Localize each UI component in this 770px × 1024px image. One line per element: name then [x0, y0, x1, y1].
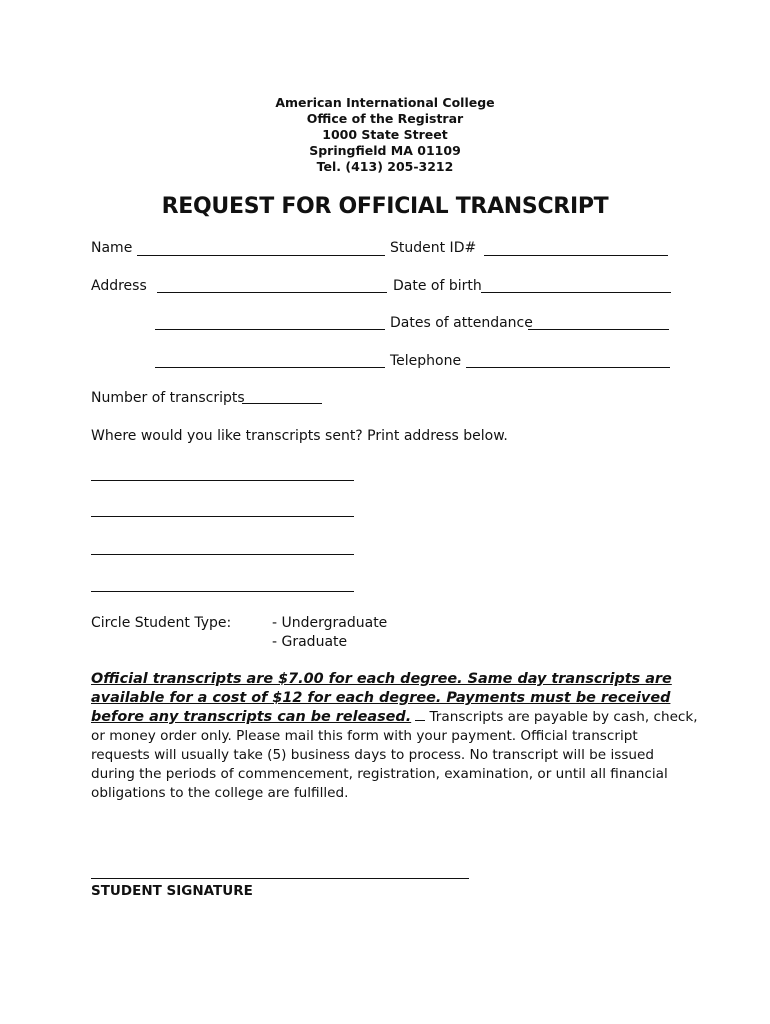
- student-id-field[interactable]: [484, 255, 668, 256]
- name-label: Name: [91, 240, 133, 256]
- policy-line-2: available for a cost of $12 for each degree. Payments must be received: [91, 690, 671, 706]
- student-id-label: Student ID#: [390, 240, 477, 256]
- where-sent-instructions: Where would you like transcripts sent? Print address below.: [91, 428, 508, 444]
- option-graduate[interactable]: - Graduate: [272, 634, 348, 650]
- recipient-address-line-2[interactable]: [91, 516, 354, 517]
- city-state-zip: Springfield MA 01109: [309, 143, 461, 158]
- telephone-label: Telephone: [390, 353, 462, 369]
- policy-line-3-rest: Transcripts are payable by cash, check,: [425, 709, 698, 725]
- recipient-address-line-1[interactable]: [91, 480, 354, 481]
- office-name: Office of the Registrar: [306, 111, 464, 126]
- street-address: 1000 State Street: [322, 127, 448, 142]
- telephone-number: Tel. (413) 205-3212: [316, 159, 454, 174]
- dob-field[interactable]: [481, 292, 671, 293]
- num-transcripts-label: Number of transcripts: [91, 390, 245, 406]
- address-field-line-2[interactable]: [155, 329, 385, 330]
- policy-line-5: requests will usually take (5) business days to process. No transcript will be issued: [91, 747, 655, 763]
- college-name: American International College: [275, 95, 495, 110]
- telephone-field[interactable]: [466, 367, 670, 368]
- student-type-label: Circle Student Type:: [91, 615, 232, 631]
- policy-paragraph: [91, 670, 698, 803]
- policy-line-3-emphasis: before any transcripts can be released.: [91, 709, 412, 725]
- signature-label: STUDENT SIGNATURE: [91, 883, 253, 899]
- policy-line-6: during the periods of commencement, registration, examination, or until all financial: [91, 766, 668, 782]
- attendance-field[interactable]: [528, 329, 669, 330]
- dob-label: Date of birth: [393, 278, 482, 294]
- underline-mark: [415, 708, 425, 721]
- name-field[interactable]: [137, 255, 385, 256]
- option-undergraduate[interactable]: - Undergraduate: [272, 615, 388, 631]
- policy-line-1: Official transcripts are $7.00 for each degree. Same day transcripts are: [91, 671, 672, 687]
- signature-field[interactable]: [91, 878, 469, 879]
- policy-line-7: obligations to the college are fulfilled.: [91, 785, 349, 801]
- policy-line-4: or money order only. Please mail this form with your payment. Official transcript: [91, 728, 638, 744]
- address-label: Address: [91, 278, 147, 294]
- attendance-label: Dates of attendance: [390, 315, 533, 331]
- form-title: REQUEST FOR OFFICIAL TRANSCRIPT: [161, 194, 609, 219]
- address-field-line-3[interactable]: [155, 367, 385, 368]
- recipient-address-line-4[interactable]: [91, 591, 354, 592]
- recipient-address-line-3[interactable]: [91, 554, 354, 555]
- num-transcripts-field[interactable]: [242, 403, 322, 404]
- address-field-line-1[interactable]: [157, 292, 387, 293]
